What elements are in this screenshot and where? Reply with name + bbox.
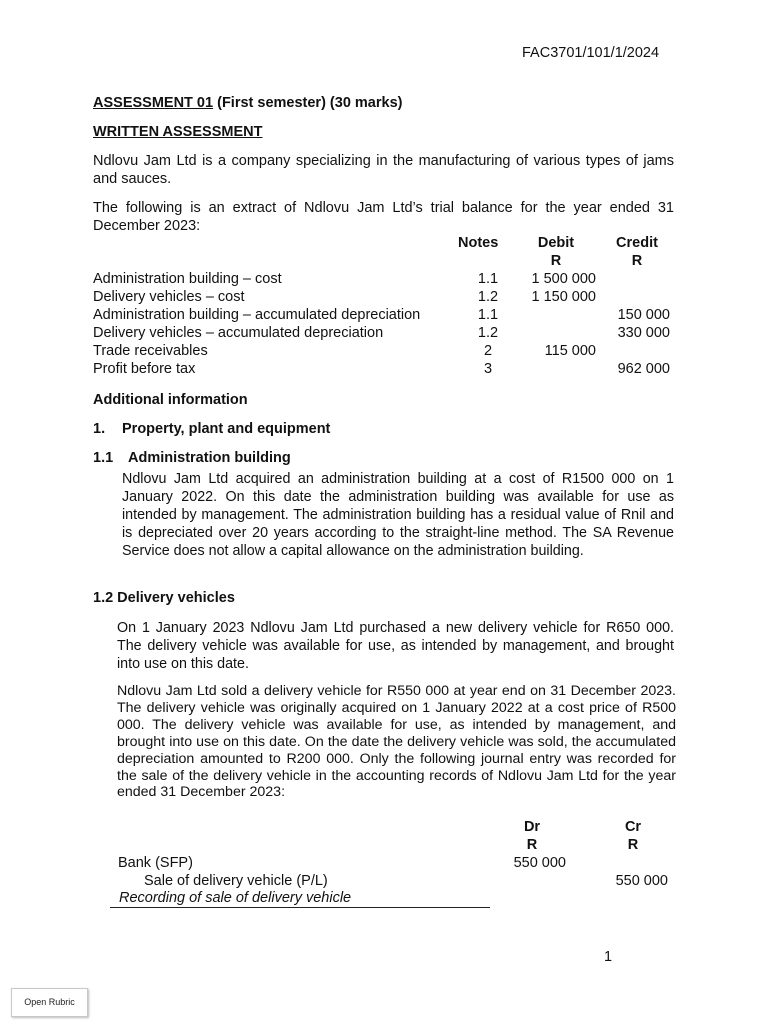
section-1-title: Property, plant and equipment <box>122 421 331 437</box>
section-1-2-heading: 1.2 Delivery vehicles <box>93 590 235 606</box>
tb-row-note: 1.2 <box>477 289 499 305</box>
tb-row-label: Delivery vehicles – cost <box>93 289 245 305</box>
tb-header-debit-unit: R <box>550 253 562 269</box>
section-1-1-text: Ndlovu Jam Ltd acquired an administration building at a cost of R1500 000 on 1 January 2022. On this date the administration building was available for use as intended by management. The administration building has a residual value of Rnil and is depreciated over 20 years according to the straight-line method. The SA Revenue Service does not allow a capital allowance on the administration building. <box>122 471 674 559</box>
journal-row-label: Sale of delivery vehicle (P/L) <box>144 873 328 889</box>
intro-paragraph: Ndlovu Jam Ltd is a company specializing in the manufacturing of various types of jams and sauces. <box>93 153 674 187</box>
tb-row-label: Trade receivables <box>93 343 208 359</box>
tb-row-debit: 115 000 <box>544 343 596 359</box>
journal-underline <box>110 907 490 908</box>
tb-header-credit-unit: R <box>631 253 643 269</box>
journal-header-dr: Dr <box>523 819 541 835</box>
tb-row-credit: 962 000 <box>617 361 670 377</box>
tb-row-debit: 1 500 000 <box>531 271 596 287</box>
tb-row-credit: 330 000 <box>617 325 670 341</box>
tb-row-note: 1.1 <box>477 307 499 323</box>
journal-row-cr: 550 000 <box>615 873 668 889</box>
section-1-1-title: Administration building <box>128 450 291 466</box>
tb-header-credit: Credit <box>616 235 658 251</box>
additional-info-heading: Additional information <box>93 392 248 408</box>
tb-row-label: Administration building – cost <box>93 271 282 287</box>
journal-narration: Recording of sale of delivery vehicle <box>119 890 352 906</box>
tb-row-label: Profit before tax <box>93 361 196 377</box>
page-number: 1 <box>604 949 613 965</box>
tb-row-label: Administration building – accumulated depreciation <box>93 307 421 323</box>
section-1-2-paragraph-2: Ndlovu Jam Ltd sold a delivery vehicle for R550 000 at year end on 31 December 2023. The delivery vehicle was originally acquired on 1 January 2022 at a cost price of R500 000. The delivery vehicle was available for use, as intended by management, and brought into use on this date. On the date the delivery vehicle was sold, the accumulated depreciation amounted to R200 000. Only the following journal entry was recorded for the sale of the delivery vehicle in the accounting records of Ndlovu Jam Ltd for the year ended 31 December 2023: <box>117 683 676 801</box>
written-assessment-heading: WRITTEN ASSESSMENT <box>93 124 263 140</box>
document-reference: FAC3701/101/1/2024 <box>522 45 660 61</box>
section-1-2-paragraph-1: On 1 January 2023 Ndlovu Jam Ltd purchased a new delivery vehicle for R650 000. The delivery vehicle was available for use, as intended by management, and brought into use on this date. <box>117 620 674 672</box>
tb-header-debit: Debit <box>537 235 575 251</box>
assessment-subtitle: (First semester) (30 marks) <box>217 95 403 111</box>
section-1-number: 1. <box>93 421 106 437</box>
assessment-title: ASSESSMENT 01 <box>93 95 214 111</box>
assessment-heading <box>93 94 402 112</box>
journal-row-label: Bank (SFP) <box>118 855 193 871</box>
journal-header-cr: Cr <box>624 819 642 835</box>
journal-header-cr-unit: R <box>627 837 639 853</box>
tb-row-note: 1.2 <box>477 325 499 341</box>
tb-row-note: 2 <box>483 343 493 359</box>
journal-row-dr: 550 000 <box>513 855 566 871</box>
trial-balance-intro: The following is an extract of Ndlovu Jam Ltd’s trial balance for the year ended 31 December 2023: <box>93 200 674 234</box>
tb-row-label: Delivery vehicles – accumulated depreciation <box>93 325 384 341</box>
tb-row-note: 3 <box>483 361 493 377</box>
journal-header-dr-unit: R <box>526 837 538 853</box>
tb-row-debit: 1 150 000 <box>531 289 596 305</box>
tb-row-note: 1.1 <box>477 271 499 287</box>
open-rubric-button[interactable]: Open Rubric <box>11 988 88 1017</box>
section-1-1-number: 1.1 <box>93 450 114 466</box>
tb-row-credit: 150 000 <box>617 307 670 323</box>
tb-header-notes: Notes <box>458 235 499 251</box>
